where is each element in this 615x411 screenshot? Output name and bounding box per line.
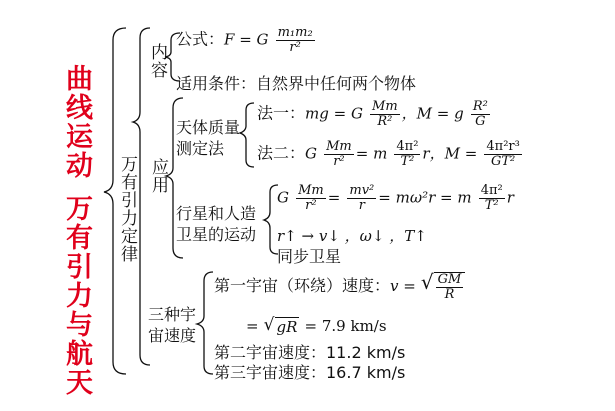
formula-den: r²: [289, 39, 301, 55]
satellite-eq1: =: [327, 188, 341, 207]
third-velocity: 第三宇宙速度：16.7 km/s: [214, 363, 406, 382]
satellite-frac3-num: 4π²: [480, 183, 503, 198]
satellite-frac3-den: T²: [484, 197, 499, 213]
formula-fraction: [276, 26, 315, 54]
method2-frac-c-num: 4π²r³: [486, 139, 520, 154]
first-velocity-eq: =: [246, 317, 259, 335]
first-velocity-label: 第一宇宙（环绕）速度：: [214, 276, 391, 296]
satellite-frac2: [347, 184, 376, 212]
cosmic-label-text: 三种宇宙速度: [148, 305, 197, 345]
method2-frac-a: [324, 140, 354, 168]
first-velocity-sqrt2: [264, 317, 300, 336]
mass-measurement-label: [176, 117, 246, 159]
method2-row: [257, 140, 524, 168]
method1-frac-b-den: G: [475, 113, 486, 129]
conditions-text: 适用条件：自然界中任何两个物体: [176, 74, 417, 93]
satellite-frac3: [479, 184, 505, 212]
satellite-frac1-num: Mm: [298, 183, 324, 198]
title-curvilinear-motion: 曲线运动: [61, 64, 92, 180]
first-velocity-sqrt: [421, 272, 465, 301]
sqrt-symbol-1: √: [420, 270, 434, 294]
method1-frac-a-den: R²: [377, 113, 393, 129]
method2-frac-b-num: 4π²: [396, 139, 419, 154]
formula-num: m₁m₂: [277, 25, 313, 40]
first-velocity-sqrt-frac: [434, 272, 466, 301]
root-label: 万有引力定律: [117, 155, 137, 263]
title-gravitation-space: 万有引力与航天: [61, 194, 92, 397]
method2-frac-a-den: r²: [333, 153, 345, 169]
method1-frac-a: [370, 100, 400, 128]
formula-lhs: F = G: [224, 30, 269, 49]
method2-frac-b: [394, 140, 420, 168]
method1-frac-b-num: R²: [472, 99, 488, 114]
method1-label: 法一：: [257, 103, 306, 123]
first-velocity-formula: v =: [390, 277, 416, 296]
mass-measurement-label-text: 天体质量测定法: [176, 118, 241, 158]
second-velocity: 第二宇宙速度：11.2 km/s: [214, 343, 406, 362]
satellite-frac2-den: r: [358, 197, 365, 213]
satellite-g: G: [277, 188, 289, 207]
method2-frac-c: [484, 140, 521, 168]
cosmic-label: [148, 304, 200, 346]
sqrt-symbol-2: √: [263, 315, 275, 335]
application-label: 应用: [148, 158, 168, 194]
method1-formula-a: mg = G: [305, 104, 363, 123]
content-label: 内容: [147, 43, 167, 79]
first-velocity-sqrt-num: GM: [437, 272, 462, 287]
satellite-frac1-den: r²: [305, 197, 317, 213]
method2-formula-a: G: [305, 144, 317, 163]
satellite-formula-row: [277, 184, 514, 212]
formula-prefix: 公式：: [176, 29, 225, 49]
first-velocity-row: [214, 272, 465, 301]
method2-r: r，M =: [422, 144, 478, 163]
method1-row: [257, 100, 492, 128]
sync-satellite: 同步卫星: [277, 247, 342, 266]
method1-frac-a-num: Mm: [372, 99, 398, 114]
satellite-label: [176, 203, 268, 245]
first-velocity-value-row: [246, 316, 387, 336]
method2-label: 法二：: [257, 143, 306, 163]
method2-frac-a-num: Mm: [326, 139, 352, 154]
method2-frac-b-den: T²: [400, 153, 415, 169]
satellite-relation: r↑ → v↓ ，ω↓ ，T↑: [277, 227, 427, 245]
method2-eq: = m: [355, 144, 388, 163]
satellite-frac2-num: mv²: [349, 183, 375, 198]
first-velocity-value: = 7.9 km/s: [304, 317, 387, 335]
first-velocity-sqrt-den: R: [444, 286, 455, 302]
method2-frac-c-den: GT²: [490, 153, 516, 169]
satellite-label-text: 行星和人造卫星的运动: [176, 204, 257, 244]
satellite-frac1: [296, 184, 326, 212]
satellite-eq2: = mω²r = m: [378, 188, 472, 207]
first-velocity-sqrt2-body: gR: [276, 318, 298, 336]
method1-frac-b: [471, 100, 490, 128]
formula-row: [176, 26, 317, 54]
method1-sep: ，M = g: [401, 104, 464, 123]
satellite-tail: r: [506, 188, 514, 207]
